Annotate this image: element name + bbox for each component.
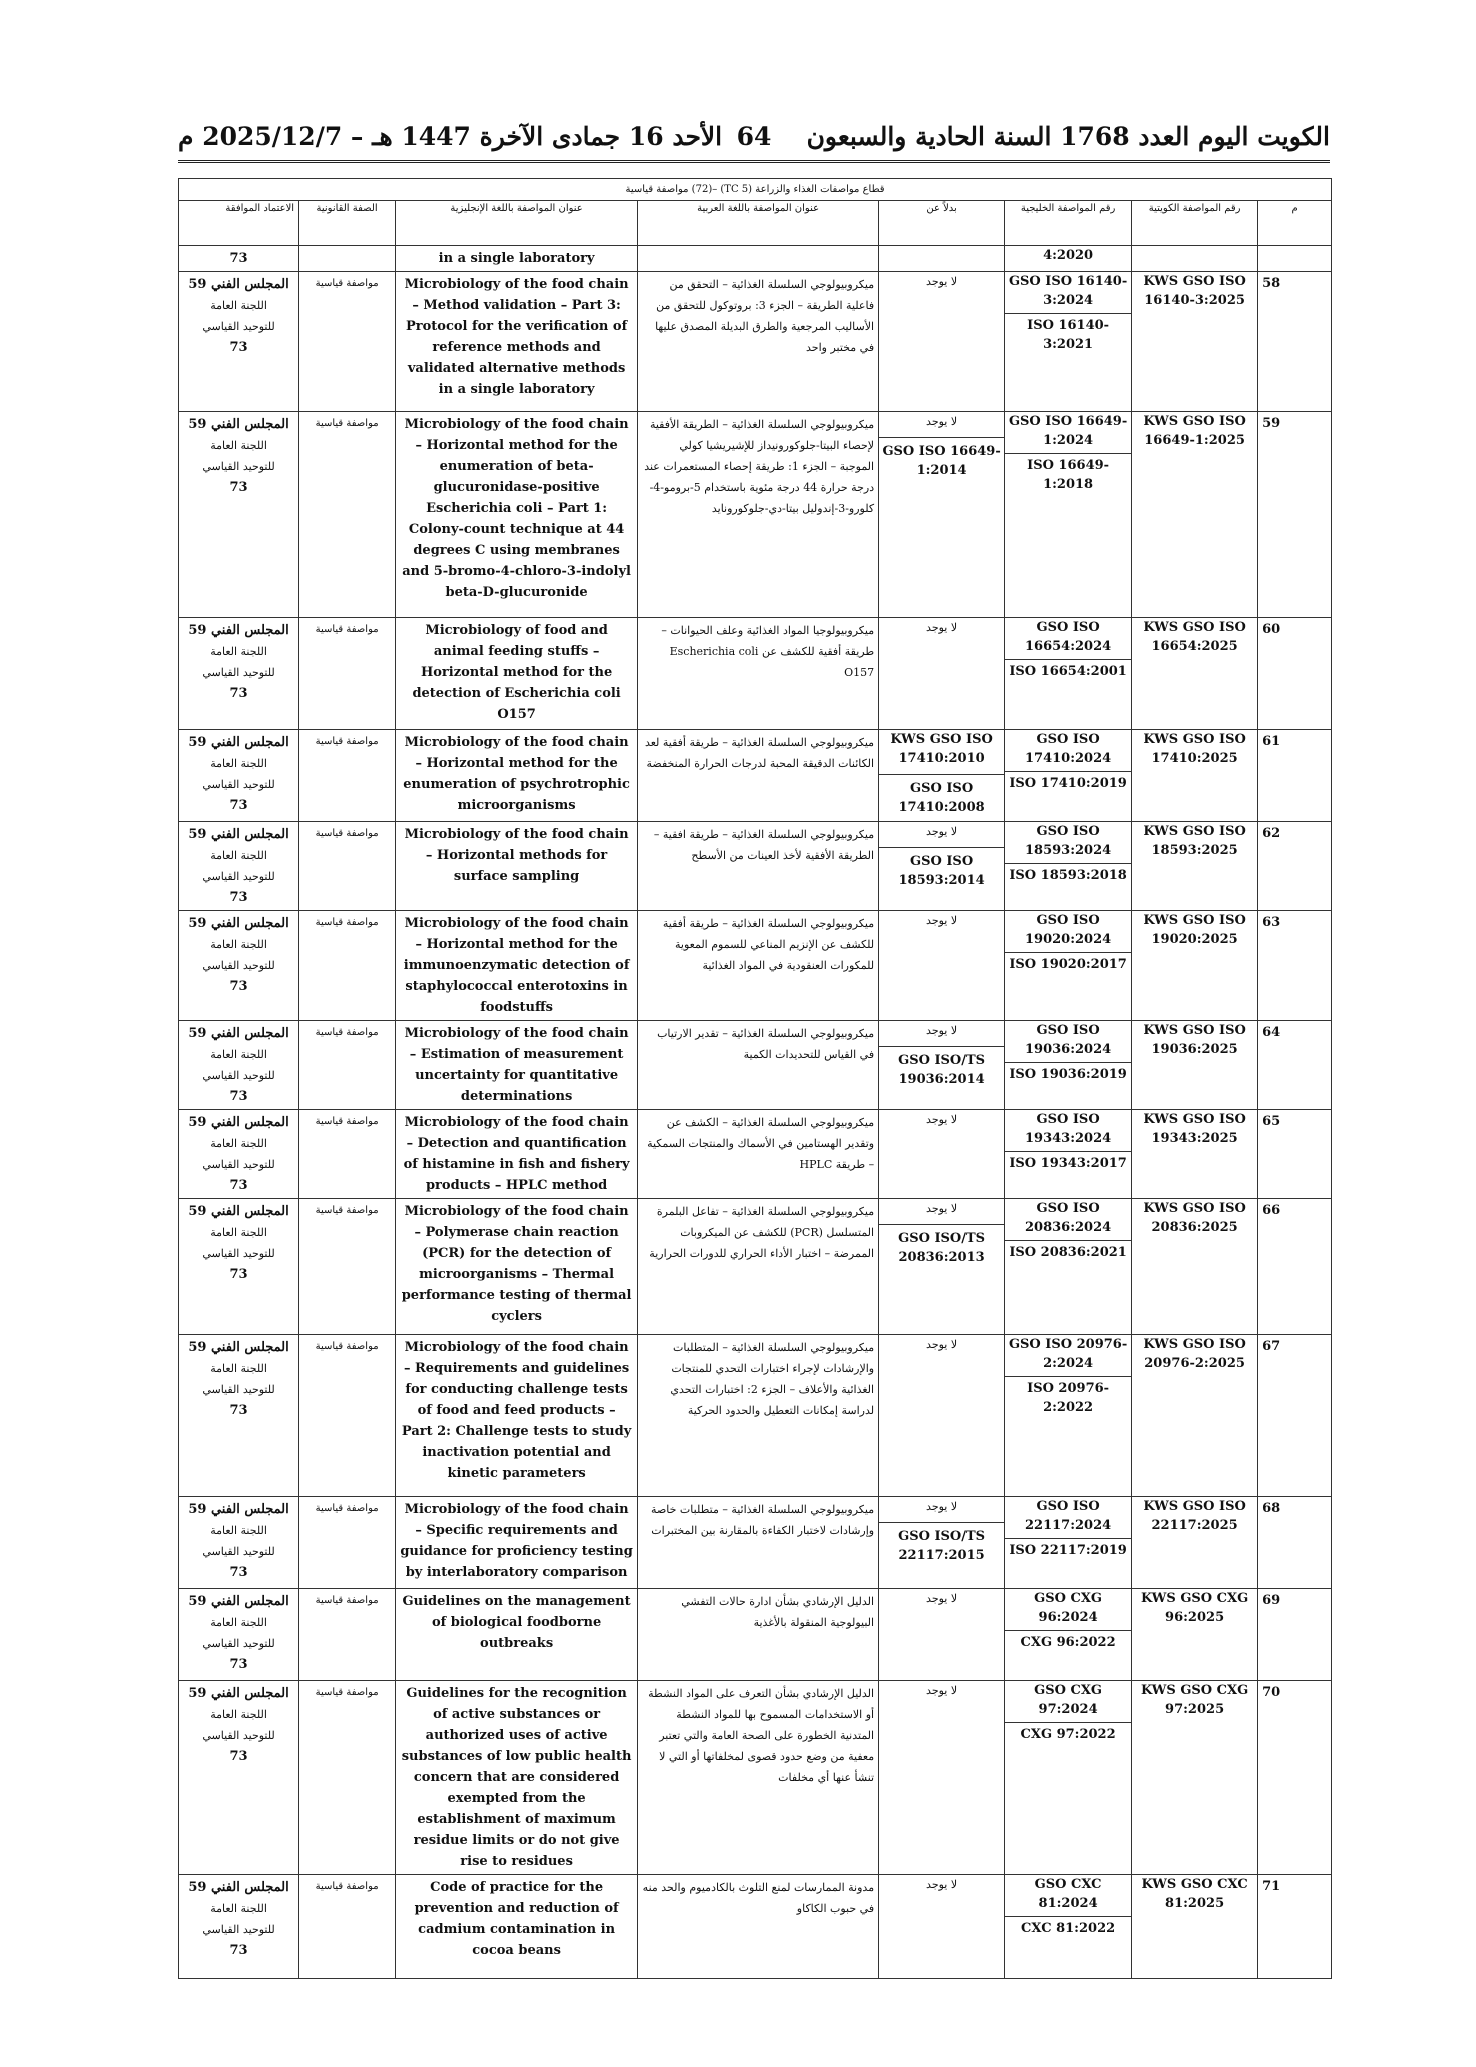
kws-code: KWS GSO ISO 19036:2025 [1132, 1021, 1258, 1110]
kws-code: KWS GSO ISO 16649-1:2025 [1132, 412, 1258, 618]
arabic-title: ميكروبيولوجي السلسلة الغذائية – طريقة افقية – الطريقة الأفقية لأخذ العينات من الأسطح [638, 822, 879, 911]
iso-code: ISO 19020:2017 [1005, 952, 1131, 974]
gso-code: GSO ISO 19020:2024 [1024, 913, 1112, 947]
table-row [179, 1335, 1332, 1497]
table-row [179, 822, 1332, 911]
sector-title: قطاع مواصفات الغذاء والزراعة (TC 5) –(72) مواصفة قياسية [179, 179, 1332, 201]
iso-code: CXG 96:2022 [1005, 1630, 1131, 1652]
row-number: 63 [1258, 911, 1332, 1021]
iso-code: ISO 19343:2017 [1005, 1151, 1131, 1173]
legal-status: مواصفة قياسية [299, 730, 396, 822]
col-header-approval: الاعتماد الموافقة [179, 201, 299, 246]
approval-standardization: للتوحيد القياسي [202, 460, 275, 473]
row-number: 61 [1258, 730, 1332, 822]
legal-status: مواصفة قياسية [299, 1335, 396, 1497]
replaces-text: لا يوجد [926, 1202, 958, 1215]
english-title: Microbiology of the food chain – Method validation – Part 3: Protocol for the verification of reference methods and validated alternative methods in a single laboratory [396, 272, 638, 412]
approval-committee: اللجنة العامة [210, 299, 267, 312]
approval-council: المجلس الفني 59 [188, 417, 289, 432]
english-title: Microbiology of food and animal feeding stuffs – Horizontal method for the detection of Escherichia coli O157 [396, 618, 638, 730]
table-row [179, 272, 1332, 412]
legal-status: مواصفة قياسية [299, 1021, 396, 1110]
legal-status: مواصفة قياسية [299, 618, 396, 730]
row-number: 71 [1258, 1875, 1332, 1979]
legal-status: مواصفة قياسية [299, 412, 396, 618]
approval-council: المجلس الفني 59 [188, 1204, 289, 1219]
table-row [179, 1110, 1332, 1199]
row-number: 65 [1258, 1110, 1332, 1199]
col-header-ar-title: عنوان المواصفة باللغة العربية [638, 201, 879, 246]
approval-council: المجلس الفني 59 [188, 1880, 289, 1895]
row-number: 68 [1258, 1497, 1332, 1589]
table-row [179, 911, 1332, 1021]
approval-number: 73 [229, 798, 248, 813]
approval-number: 73 [229, 686, 248, 701]
table-row [179, 1589, 1332, 1681]
approval-cont: 73 [229, 251, 248, 266]
approval-number: 73 [229, 1089, 248, 1104]
english-title: Microbiology of the food chain – Horizontal methods for surface sampling [396, 822, 638, 911]
approval-committee: اللجنة العامة [210, 1902, 267, 1915]
legal-status: مواصفة قياسية [299, 1110, 396, 1199]
approval-committee: اللجنة العامة [210, 1226, 267, 1239]
page-header [178, 118, 1330, 163]
approval-number: 73 [229, 340, 248, 355]
replaces-text: لا يوجد [926, 1024, 958, 1037]
col-header-kws: رقم المواصفة الكويتية [1132, 201, 1258, 246]
kws-code: KWS GSO ISO 20976-2:2025 [1132, 1335, 1258, 1497]
replaces-text: لا يوجد [926, 914, 958, 927]
replaces-text: لا يوجد [926, 1684, 958, 1697]
iso-code: ISO 20976-2:2022 [1005, 1376, 1131, 1417]
row-number: 58 [1258, 272, 1332, 412]
approval-standardization: للتوحيد القياسي [202, 1383, 275, 1396]
kws-code: KWS GSO ISO 20836:2025 [1132, 1199, 1258, 1335]
approval-standardization: للتوحيد القياسي [202, 320, 275, 333]
approval-committee: اللجنة العامة [210, 1362, 267, 1375]
row-number: 60 [1258, 618, 1332, 730]
iso-code: ISO 19036:2019 [1005, 1062, 1131, 1084]
replaced-code: GSO ISO/TS 20836:2013 [879, 1224, 1004, 1267]
gazette-issue: الكويت اليوم العدد 1768 السنة الحادية والسبعون [806, 122, 1330, 151]
en-title-cont: in a single laboratory [396, 246, 638, 272]
approval-standardization: للتوحيد القياسي [202, 666, 275, 679]
iso-code: CXG 97:2022 [1005, 1722, 1131, 1744]
approval-standardization: للتوحيد القياسي [202, 1545, 275, 1558]
replaces-text: لا يوجد [926, 275, 958, 288]
approval-council: المجلس الفني 59 [188, 1340, 289, 1355]
row-number: 69 [1258, 1589, 1332, 1681]
row-number: 66 [1258, 1199, 1332, 1335]
iso-code: ISO 18593:2018 [1005, 863, 1131, 885]
gso-code: GSO ISO 20976-2:2024 [1008, 1337, 1128, 1371]
table-row [179, 1199, 1332, 1335]
legal-status: مواصفة قياسية [299, 822, 396, 911]
approval-committee: اللجنة العامة [210, 938, 267, 951]
issue-date: الأحد 16 جمادى الآخرة 1447 هـ – 2025/12/7 م [178, 122, 723, 151]
approval-committee: اللجنة العامة [210, 757, 267, 770]
gso-code: GSO ISO 16140-3:2024 [1008, 274, 1128, 308]
approval-standardization: للتوحيد القياسي [202, 1637, 275, 1650]
gso-code: GSO CXC 81:2024 [1034, 1877, 1102, 1911]
replaces-text: لا يوجد [926, 1878, 958, 1891]
col-header-gso: رقم المواصفة الخليجية [1005, 201, 1132, 246]
kws-code: KWS GSO CXC 81:2025 [1132, 1875, 1258, 1979]
kws-code: KWS GSO ISO 18593:2025 [1132, 822, 1258, 911]
gso-code: GSO ISO 22117:2024 [1024, 1499, 1112, 1533]
kws-code: KWS GSO ISO 19020:2025 [1132, 911, 1258, 1021]
arabic-title: ميكروبيولوجي السلسلة الغذائية – الكشف عن وتقدير الهستامين في الأسماك والمنتجات السمكية – طريقة HPLC [638, 1110, 879, 1199]
iso-code: ISO 17410:2019 [1005, 771, 1131, 793]
approval-standardization: للتوحيد القياسي [202, 870, 275, 883]
approval-standardization: للتوحيد القياسي [202, 1923, 275, 1936]
replaces-text: KWS GSO ISO 17410:2010 [890, 732, 993, 766]
kws-code: KWS GSO ISO 16654:2025 [1132, 618, 1258, 730]
gso-code: GSO ISO 16649-1:2024 [1008, 414, 1128, 448]
legal-status: مواصفة قياسية [299, 272, 396, 412]
table-row [179, 1021, 1332, 1110]
approval-number: 73 [229, 1657, 248, 1672]
legal-status: مواصفة قياسية [299, 911, 396, 1021]
legal-status: مواصفة قياسية [299, 1497, 396, 1589]
english-title: Microbiology of the food chain – Specific requirements and guidance for proficiency testing by interlaboratory comparison [396, 1497, 638, 1589]
kws-code: KWS GSO ISO 16140-3:2025 [1132, 272, 1258, 412]
replaced-code: GSO ISO/TS 19036:2014 [879, 1046, 1004, 1089]
english-title: Microbiology of the food chain – Detection and quantification of histamine in fish and fishery products – HPLC method [396, 1110, 638, 1199]
approval-number: 73 [229, 1943, 248, 1958]
table-row-continued [179, 246, 1332, 272]
gso-code: GSO CXG 96:2024 [1034, 1591, 1103, 1625]
approval-standardization: للتوحيد القياسي [202, 1729, 275, 1742]
gso-code: GSO ISO 19036:2024 [1024, 1023, 1112, 1057]
legal-status: مواصفة قياسية [299, 1875, 396, 1979]
gso-code: GSO ISO 18593:2024 [1024, 824, 1112, 858]
approval-number: 73 [229, 1403, 248, 1418]
arabic-title: الدليل الإرشادي بشأن التعرف على المواد النشطة أو الاستخدامات المسموح بها للمواد النشطة المتدنية الخطورة على الصحة العامة والتي تعتبر معفية من وضع حدود قصوى لمخلفاتها أو التي لا تنشأ عنها أي مخلفات [638, 1681, 879, 1875]
approval-council: المجلس الفني 59 [188, 277, 289, 292]
approval-number: 73 [229, 1749, 248, 1764]
table-row [179, 618, 1332, 730]
approval-standardization: للتوحيد القياسي [202, 1158, 275, 1171]
arabic-title: الدليل الإرشادي بشأن ادارة حالات التفشي البيولوجية المنقولة بالأغذية [638, 1589, 879, 1681]
replaces-text: لا يوجد [926, 825, 958, 838]
col-header-legal: الصفة القانونية [299, 201, 396, 246]
replaces-text: لا يوجد [926, 1592, 958, 1605]
english-title: Code of practice for the prevention and reduction of cadmium contamination in cocoa beans [396, 1875, 638, 1979]
replaced-code: GSO ISO/TS 22117:2015 [879, 1522, 1004, 1565]
english-title: Microbiology of the food chain – Horizontal method for the enumeration of psychrotrophic microorganisms [396, 730, 638, 822]
gso-code: GSO CXG 97:2024 [1034, 1683, 1103, 1717]
arabic-title: ميكروبيولوجي السلسلة الغذائية – طريقة أفقية للكشف عن الإنزيم المناعي للسموم المعوية للمكورات العنقودية في المواد الغذائية [638, 911, 879, 1021]
iso-code: ISO 16649-1:2018 [1005, 453, 1131, 494]
approval-council: المجلس الفني 59 [188, 735, 289, 750]
legal-status: مواصفة قياسية [299, 1681, 396, 1875]
replaces-text: لا يوجد [926, 1338, 958, 1351]
arabic-title: ميكروبيولوجي السلسلة الغذائية – طريقة أفقية لعد الكائنات الدقيقة المحبة لدرجات الحرارة المنخفضة [638, 730, 879, 822]
approval-council: المجلس الفني 59 [188, 827, 289, 842]
approval-number: 73 [229, 1178, 248, 1193]
gso-code-cont: 4:2020 [1005, 246, 1132, 272]
standards-table [178, 178, 1332, 1979]
kws-code: KWS GSO CXG 97:2025 [1132, 1681, 1258, 1875]
arabic-title: ميكروبيولوجي السلسلة الغذائية – المتطلبات والإرشادات لإجراء اختبارات التحدي للمنتجات الغذائية والأعلاف – الجزء 2: اختبارات التحدي لدراسة إمكانات التعطيل والحدود الحركية [638, 1335, 879, 1497]
approval-number: 73 [229, 480, 248, 495]
row-number: 67 [1258, 1335, 1332, 1497]
iso-code: ISO 16140-3:2021 [1005, 313, 1131, 354]
row-number: 64 [1258, 1021, 1332, 1110]
table-row [179, 1497, 1332, 1589]
row-number: 70 [1258, 1681, 1332, 1875]
iso-code: CXC 81:2022 [1005, 1916, 1131, 1938]
table-row [179, 1875, 1332, 1979]
approval-council: المجلس الفني 59 [188, 1686, 289, 1701]
approval-number: 73 [229, 890, 248, 905]
arabic-title: ميكروبيولوجيا المواد الغذائية وعلف الحيوانات – طريقة أفقية للكشف عن Escherichia coli O157 [638, 618, 879, 730]
replaces-text: لا يوجد [926, 1113, 958, 1126]
approval-number: 73 [229, 979, 248, 994]
approval-committee: اللجنة العامة [210, 1524, 267, 1537]
english-title: Guidelines for the recognition of active substances or authorized uses of active substances of low public health concern that are considered exempted from the establishment of maximum residue limits or do not give rise to residues [396, 1681, 638, 1875]
kws-code: KWS GSO ISO 17410:2025 [1132, 730, 1258, 822]
arabic-title: ميكروبيولوجي السلسلة الغذائية – تفاعل البلمرة المتسلسل (PCR) للكشف عن الميكروبات الممرضة – اختبار الأداء الحراري للدورات الحرارية [638, 1199, 879, 1335]
approval-number: 73 [229, 1565, 248, 1580]
replaced-code: GSO ISO 17410:2008 [879, 774, 1004, 817]
legal-status: مواصفة قياسية [299, 1589, 396, 1681]
replaced-code: GSO ISO 16649-1:2014 [879, 437, 1004, 480]
approval-standardization: للتوحيد القياسي [202, 1069, 275, 1082]
approval-committee: اللجنة العامة [210, 439, 267, 452]
approval-council: المجلس الفني 59 [188, 623, 289, 638]
arabic-title: ميكروبيولوجي السلسلة الغذائية – متطلبات خاصة وإرشادات لاختبار الكفاءة بالمقارنة بين المختبرات [638, 1497, 879, 1589]
english-title: Microbiology of the food chain – Horizontal method for the enumeration of beta-glucuronidase-positive Escherichia coli – Part 1: Colony-count technique at 44 degrees C using membranes and 5-bromo-4-chloro-3-indolyl beta-D-glucuronide [396, 412, 638, 618]
replaces-text: لا يوجد [926, 415, 958, 428]
english-title: Microbiology of the food chain – Requirements and guidelines for conducting challenge tests of food and feed products – Part 2: Challenge tests to study inactivation potential and kinetic parameters [396, 1335, 638, 1497]
page-number: 64 [736, 122, 772, 151]
approval-standardization: للتوحيد القياسي [202, 1247, 275, 1260]
approval-council: المجلس الفني 59 [188, 916, 289, 931]
col-header-en-title: عنوان المواصفة باللغة الإنجليزية [396, 201, 638, 246]
col-header-replaces: بدلاً عن [879, 201, 1005, 246]
arabic-title: ميكروبيولوجي السلسلة الغذائية – الطريقة الأفقية لإحصاء البيتا-جلوكورونيداز للإشيريشيا كولي الموجبة – الجزء 1: طريقة إحصاء المستعمرات عند درجة حرارة 44 درجة مئوية باستخدام 5-برومو-4-كلورو-3-إندوليل بيتا-دي-جلوكورونايد [638, 412, 879, 618]
table-row [179, 412, 1332, 618]
replaced-code: GSO ISO 18593:2014 [879, 847, 1004, 890]
row-number: 59 [1258, 412, 1332, 618]
english-title: Guidelines on the management of biological foodborne outbreaks [396, 1589, 638, 1681]
approval-council: المجلس الفني 59 [188, 1502, 289, 1517]
legal-status: مواصفة قياسية [299, 1199, 396, 1335]
gso-code: GSO ISO 17410:2024 [1024, 732, 1112, 766]
approval-council: المجلس الفني 59 [188, 1115, 289, 1130]
approval-committee: اللجنة العامة [210, 1708, 267, 1721]
replaces-text: لا يوجد [926, 1500, 958, 1513]
approval-committee: اللجنة العامة [210, 645, 267, 658]
english-title: Microbiology of the food chain – Polymerase chain reaction (PCR) for the detection of microorganisms – Thermal performance testing of thermal cyclers [396, 1199, 638, 1335]
arabic-title: ميكروبيولوجي السلسلة الغذائية – التحقق من فاعلية الطريقة – الجزء 3: بروتوكول للتحقق من الأساليب المرجعية والطرق البديلة المصدق عليها في مختبر واحد [638, 272, 879, 412]
kws-code: KWS GSO ISO 22117:2025 [1132, 1497, 1258, 1589]
table-row [179, 730, 1332, 822]
gso-code: GSO ISO 16654:2024 [1024, 620, 1112, 654]
approval-committee: اللجنة العامة [210, 1616, 267, 1629]
approval-council: المجلس الفني 59 [188, 1026, 289, 1041]
gso-code: GSO ISO 19343:2024 [1024, 1112, 1112, 1146]
approval-committee: اللجنة العامة [210, 1048, 267, 1061]
approval-council: المجلس الفني 59 [188, 1594, 289, 1609]
approval-committee: اللجنة العامة [210, 849, 267, 862]
english-title: Microbiology of the food chain – Horizontal method for the immunoenzymatic detection of staphylococcal enterotoxins in foodstuffs [396, 911, 638, 1021]
kws-code: KWS GSO ISO 19343:2025 [1132, 1110, 1258, 1199]
approval-committee: اللجنة العامة [210, 1137, 267, 1150]
iso-code: ISO 22117:2019 [1005, 1538, 1131, 1560]
replaces-text: لا يوجد [926, 621, 958, 634]
gso-code: GSO ISO 20836:2024 [1024, 1201, 1112, 1235]
iso-code: ISO 20836:2021 [1005, 1240, 1131, 1262]
kws-code: KWS GSO CXG 96:2025 [1132, 1589, 1258, 1681]
approval-standardization: للتوحيد القياسي [202, 778, 275, 791]
approval-number: 73 [229, 1267, 248, 1282]
approval-standardization: للتوحيد القياسي [202, 959, 275, 972]
iso-code: ISO 16654:2001 [1005, 659, 1131, 681]
row-number: 62 [1258, 822, 1332, 911]
arabic-title: ميكروبيولوجي السلسلة الغذائية – تقدير الارتياب في القياس للتحديدات الكمية [638, 1021, 879, 1110]
english-title: Microbiology of the food chain – Estimation of measurement uncertainty for quantitative determinations [396, 1021, 638, 1110]
col-header-m: م [1258, 201, 1332, 246]
arabic-title: مدونة الممارسات لمنع التلوث بالكادميوم والحد منه في حبوب الكاكاو [638, 1875, 879, 1979]
table-row [179, 1681, 1332, 1875]
